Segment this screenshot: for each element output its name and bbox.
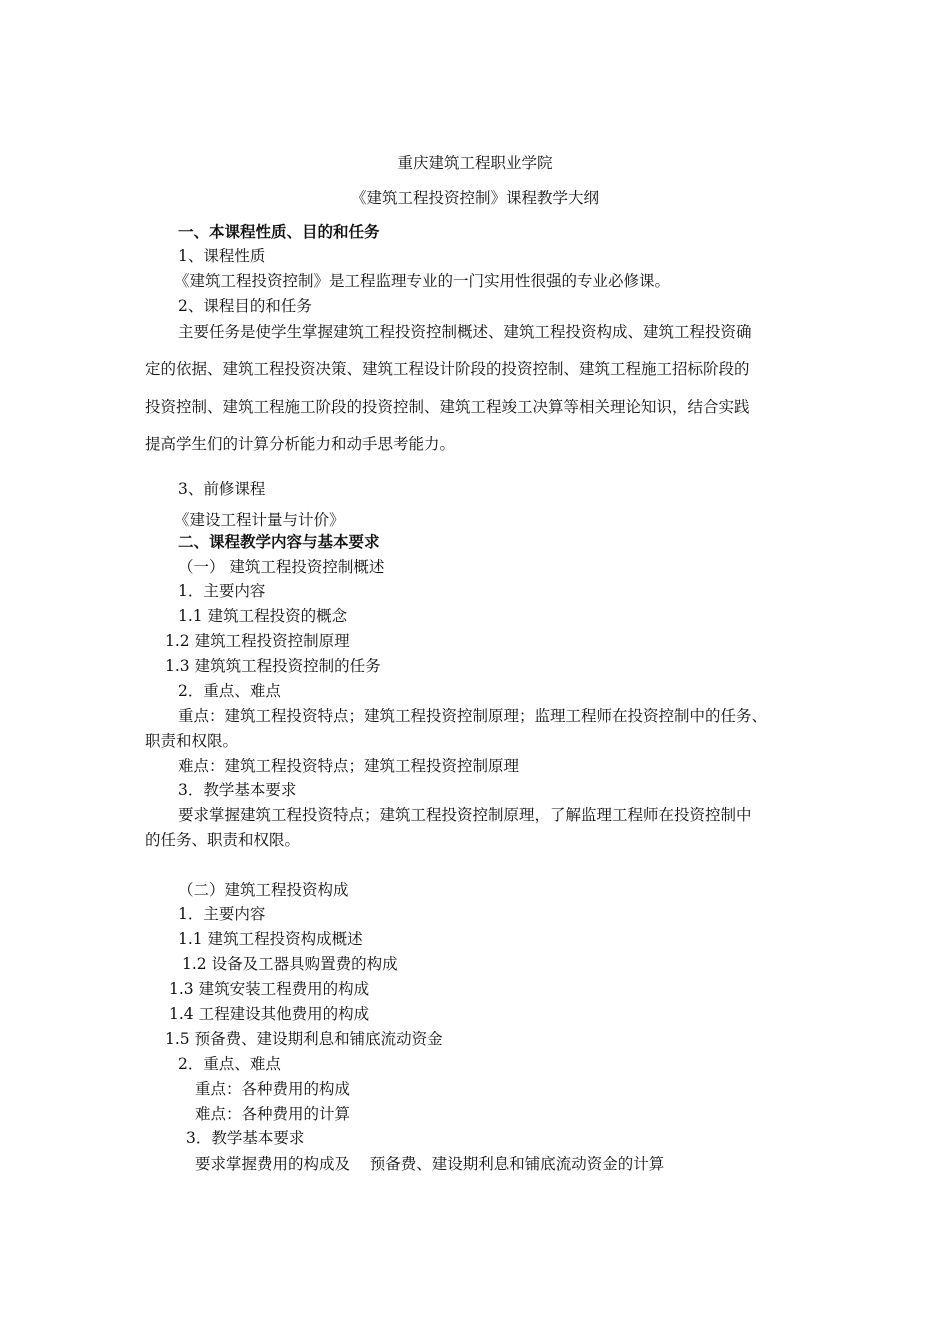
- unit2-item: 1.5 预备费、建设期利息和铺底流动资金: [165, 1030, 443, 1048]
- course-nature-label: 1、课程性质: [178, 247, 266, 265]
- unit2-item: 1.3 建筑安装工程费用的构成: [169, 980, 370, 998]
- unit1-item: 1.2 建筑工程投资控制原理: [165, 632, 350, 650]
- course-goal-line: 定的依据、建筑工程投资决策、建筑工程设计阶段的投资控制、建筑工程施工招标阶段的: [145, 360, 750, 378]
- unit1-key-line: 重点：建筑工程投资特点；建筑工程投资控制原理；监理工程师在投资控制中的任务、: [178, 707, 768, 725]
- unit2-content-label: 1．主要内容: [178, 905, 266, 923]
- unit2-item: 1.4 工程建设其他费用的构成: [169, 1005, 370, 1023]
- course-goal-label: 2、课程目的和任务: [178, 297, 312, 315]
- unit1-key-line: 职责和权限。: [145, 732, 239, 750]
- prereq-text: 《建设工程计量与计价》: [174, 511, 345, 529]
- unit2-item: 1.2 设备及工器具购置费的构成: [182, 955, 398, 973]
- unit1-req-line: 要求掌握建筑工程投资特点；建筑工程投资控制原理，了解监理工程师在投资控制中: [178, 806, 752, 824]
- unit2-key: 重点：各种费用的构成: [195, 1080, 351, 1098]
- unit2-keypoints-label: 2．重点、难点: [178, 1055, 281, 1073]
- unit1-req-label: 3．教学基本要求: [178, 781, 297, 799]
- unit1-difficulty: 难点：建筑工程投资特点；建筑工程投资控制原理: [178, 757, 520, 775]
- course-nature-text: 《建筑工程投资控制》是工程监理专业的一门实用性很强的专业必修课。: [174, 272, 671, 290]
- unit2-req-label: 3．教学基本要求: [186, 1129, 305, 1147]
- unit1-title: （一） 建筑工程投资控制概述: [178, 558, 385, 576]
- unit2-item: 1.1 建筑工程投资构成概述: [178, 930, 363, 948]
- section2-heading: 二、课程教学内容与基本要求: [178, 533, 380, 551]
- unit2-difficulty: 难点：各种费用的计算: [195, 1105, 351, 1123]
- unit2-title: （二）建筑工程投资构成: [178, 881, 349, 899]
- section1-heading: 一、本课程性质、目的和任务: [178, 223, 380, 241]
- course-goal-line: 投资控制、建筑工程施工阶段的投资控制、建筑工程竣工决算等相关理论知识，结合实践: [145, 398, 750, 416]
- course-goal-line: 主要任务是使学生掌握建筑工程投资控制概述、建筑工程投资构成、建筑工程投资确: [178, 323, 752, 341]
- school-name: 重庆建筑工程职业学院: [397, 154, 553, 172]
- unit2-req: 要求掌握费用的构成及 预备费、建设期利息和铺底流动资金的计算: [195, 1155, 665, 1173]
- unit1-req-line: 的任务、职责和权限。: [145, 831, 301, 849]
- course-goal-line: 提高学生们的计算分析能力和动手思考能力。: [145, 435, 456, 453]
- unit1-keypoints-label: 2．重点、难点: [178, 682, 281, 700]
- unit1-item: 1.1 建筑工程投资的概念: [178, 607, 348, 625]
- document-title: 《建筑工程投资控制》课程教学大纲: [350, 189, 599, 207]
- unit1-item: 1.3 建筑筑工程投资控制的任务: [165, 657, 381, 675]
- unit1-content-label: 1．主要内容: [178, 582, 266, 600]
- prereq-label: 3、前修课程: [178, 480, 266, 498]
